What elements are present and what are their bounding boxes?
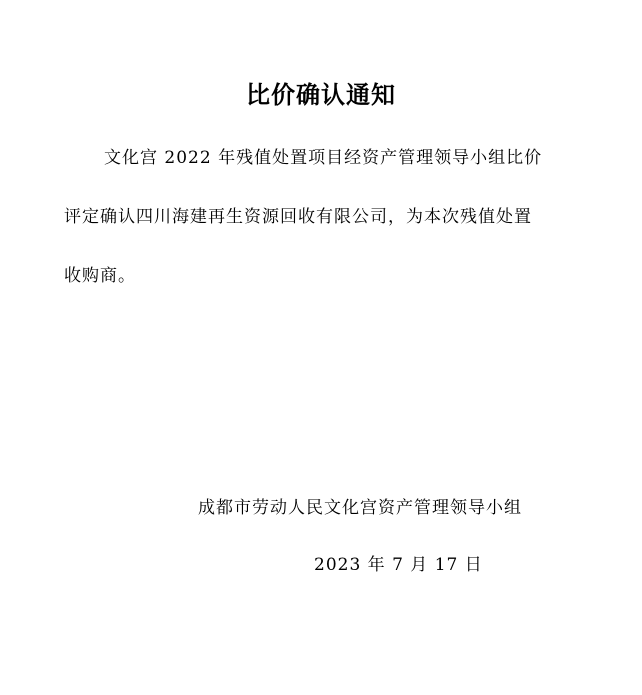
document-title: 比价确认通知 bbox=[246, 81, 396, 109]
signature-organization: 成都市劳动人民文化宫资产管理领导小组 bbox=[198, 498, 522, 518]
body-line-2: 评定确认四川海建再生资源回收有限公司，为本次残值处置 bbox=[64, 207, 532, 227]
body-line-1: 文化宫 2022 年残值处置项目经资产管理领导小组比价 bbox=[104, 148, 543, 168]
signature-date: 2023 年 7 月 17 日 bbox=[314, 555, 483, 575]
body-line-3: 收购商。 bbox=[64, 266, 136, 286]
